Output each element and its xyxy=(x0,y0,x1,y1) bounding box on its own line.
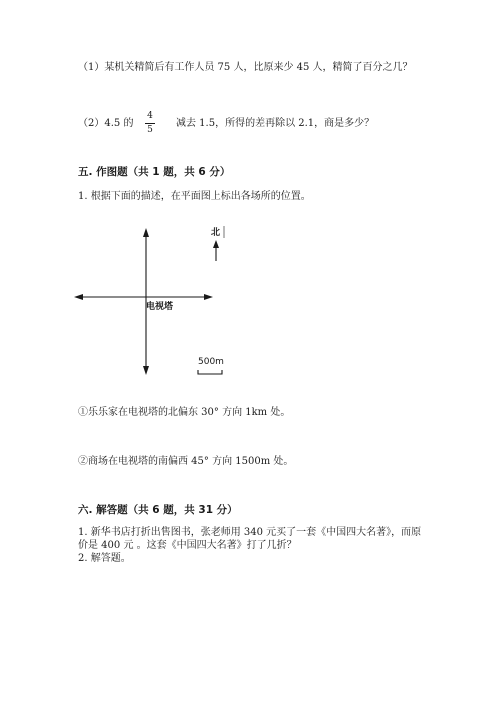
fraction-denominator: 5 xyxy=(147,125,153,135)
section-6-q1-line2: 价是 400 元 。这套《中国四大名著》打了几折？ xyxy=(78,540,297,551)
north-label: 北 xyxy=(211,228,221,238)
section-5-title: 五. 作图题（共 1 题，共 6 分） xyxy=(78,166,231,178)
tv-tower-label: 电视塔 xyxy=(146,302,174,312)
scale-label: 500m xyxy=(198,357,224,367)
map-item-2: ②商场在电视塔的南偏西 45° 方向 1500m 处。 xyxy=(78,456,294,467)
scale-bar xyxy=(198,370,222,374)
north-arrow-icon xyxy=(213,240,219,248)
vertical-axis-arrow-up xyxy=(143,228,149,237)
section-5-instruction: 1. 根据下面的描述，在平面图上标出各场所的位置。 xyxy=(78,191,311,202)
map-item-1: ①乐乐家在电视塔的北偏东 30° 方向 1km 处。 xyxy=(78,407,291,418)
horizontal-axis-arrow-right xyxy=(204,294,213,300)
problem-2-suffix: 减去 1.5，所得的差再除以 2.1，商是多少？ xyxy=(176,118,375,129)
section-6-q2: 2. 解答题。 xyxy=(78,553,131,564)
horizontal-axis-arrow-left xyxy=(74,294,83,300)
section-6-title: 六. 解答题（共 6 题，共 31 分） xyxy=(78,504,238,516)
vertical-axis-arrow-down xyxy=(143,366,149,375)
section-6-q1-line1: 1. 新华书店打折出售图书，张老师用 340 元买了一套《中国四大名著》，而原 xyxy=(78,527,422,538)
problem-2-prefix: （2）4.5 的 xyxy=(78,118,134,129)
fraction-numerator: 4 xyxy=(147,111,153,121)
problem-1-text: （1）某机关精简后有工作人员 75 人，比原来少 45 人，精简了百分之几？ xyxy=(78,62,413,73)
